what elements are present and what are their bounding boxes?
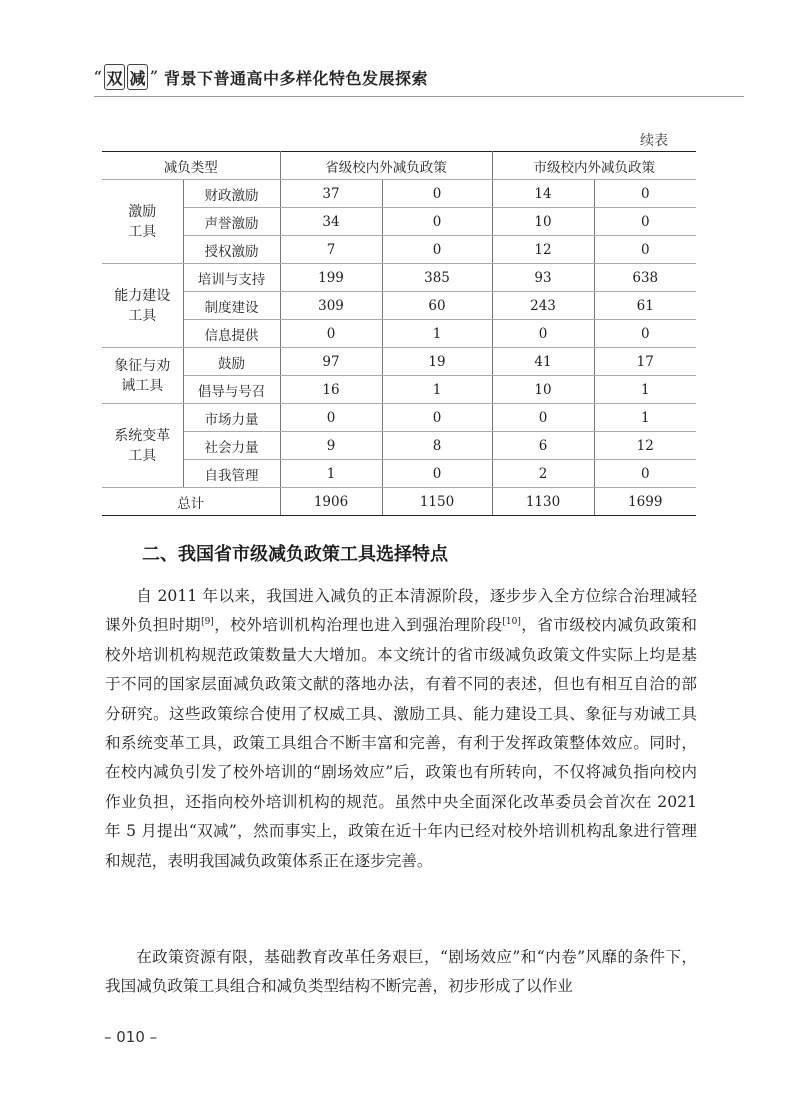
total-label: 总计: [102, 488, 280, 516]
value-cell: 6: [492, 432, 594, 460]
value-cell: 12: [492, 236, 594, 264]
citation-ref: [10]: [502, 617, 521, 628]
logo-char-2: 减: [127, 64, 148, 90]
value-cell: 0: [594, 460, 696, 488]
running-header: [94, 58, 734, 98]
table-row: [102, 460, 696, 488]
paragraph-text: ，校外培训机构治理也进入到强治理阶段: [213, 616, 503, 635]
value-cell: 12: [594, 432, 696, 460]
book-title: 背景下普通高中多样化特色发展探索: [164, 69, 429, 88]
table-total-row: [102, 488, 696, 516]
subtype-cell: 声誉激励: [183, 208, 280, 236]
value-cell: 0: [280, 404, 382, 432]
value-cell: 1: [594, 376, 696, 404]
value-cell: 0: [492, 404, 594, 432]
table-row: [102, 292, 696, 320]
value-cell: 0: [594, 320, 696, 348]
value-cell: 97: [280, 348, 382, 376]
table-row: [102, 432, 696, 460]
value-cell: 0: [594, 208, 696, 236]
citation-ref: [9]: [201, 617, 214, 628]
value-cell: 9: [280, 432, 382, 460]
value-cell: 0: [382, 404, 492, 432]
value-cell: 1: [382, 320, 492, 348]
paragraph-text: 自 2011 年以来，我国进入减负的正本清源阶段，逐步步入全方位综合治理减轻课外负担时期: [105, 587, 697, 635]
table-row: [102, 376, 696, 404]
table-row: [102, 208, 696, 236]
value-cell: 385: [382, 264, 492, 292]
body-paragraph: [105, 582, 697, 876]
category-cell: 象征与劝 诫工具: [102, 348, 183, 404]
subtype-cell: 信息提供: [183, 320, 280, 348]
value-cell: 638: [594, 264, 696, 292]
table-row: [102, 180, 696, 208]
body-paragraph: 在政策资源有限，基础教育改革任务艰巨，“剧场效应”和“内卷”风靡的条件下，我国减负政策工具组合和减负类型结构不断完善，初步形成了以作业: [105, 948, 697, 996]
subtype-cell: 制度建设: [183, 292, 280, 320]
header-type: 减负类型: [102, 152, 280, 180]
value-cell: 37: [280, 180, 382, 208]
header-provincial: 省级校内外减负政策: [280, 152, 492, 180]
value-cell: 8: [382, 432, 492, 460]
category-cell: 激励 工具: [102, 180, 183, 264]
value-cell: 93: [492, 264, 594, 292]
total-value: 1699: [594, 488, 696, 516]
subtype-cell: 社会力量: [183, 432, 280, 460]
value-cell: 0: [382, 236, 492, 264]
value-cell: 309: [280, 292, 382, 320]
total-value: 1906: [280, 488, 382, 516]
subtype-cell: 财政激励: [183, 180, 280, 208]
value-cell: 34: [280, 208, 382, 236]
table-continued-label: 续表: [640, 133, 668, 149]
subtype-cell: 自我管理: [183, 460, 280, 488]
table-row: [102, 236, 696, 264]
subtype-cell: 授权激励: [183, 236, 280, 264]
logo-close-quote: ”: [149, 69, 158, 85]
value-cell: 10: [492, 208, 594, 236]
value-cell: 0: [382, 460, 492, 488]
total-value: 1150: [382, 488, 492, 516]
value-cell: 16: [280, 376, 382, 404]
paragraph-text: ，省市级校内减负政策和校外培训机构规范政策数量大大增加。本文统计的省市级减负政策文件实际上均是基于不同的国家层面减负政策文献的落地办法，有着不同的表述，但也有相互自洽的部分研究。这些政策综合使用了权威工具、激励工具、能力建设工具、象征与劝诫工具和系统变革工具，政策工具组合不断丰富和完善，有利于发挥政策整体效应。同时，在校内减负引发了校外培训的“剧场效应”后，政策也有所转向，不仅将减负指向校内作业负担，还指向校外培训机构的规范。虽然中央全面深化改革委员会首次在 2021 年 5 月提出“双减”，然而事实上，政策在近十年内已经对校外培训机构乱象进行管理和规范，表明我国减负政策体系正在逐步完善。: [105, 616, 697, 870]
value-cell: 1: [280, 460, 382, 488]
value-cell: 17: [594, 348, 696, 376]
value-cell: 243: [492, 292, 594, 320]
table-row: [102, 348, 696, 376]
value-cell: 10: [492, 376, 594, 404]
value-cell: 19: [382, 348, 492, 376]
page-number: – 010 –: [104, 1028, 158, 1046]
book-logo: [94, 62, 158, 92]
section-heading: 二、我国省市级减负政策工具选择特点: [142, 544, 448, 565]
subtype-cell: 倡导与号召: [183, 376, 280, 404]
value-cell: 1: [594, 404, 696, 432]
value-cell: 0: [594, 180, 696, 208]
table-row: [102, 320, 696, 348]
policy-tool-table: [102, 151, 696, 516]
value-cell: 60: [382, 292, 492, 320]
total-value: 1130: [492, 488, 594, 516]
value-cell: 61: [594, 292, 696, 320]
logo-open-quote: “: [94, 69, 103, 85]
subtype-cell: 培训与支持: [183, 264, 280, 292]
table-header-row: [102, 152, 696, 180]
category-cell: 能力建设 工具: [102, 264, 183, 348]
subtype-cell: 鼓励: [183, 348, 280, 376]
value-cell: 0: [594, 236, 696, 264]
value-cell: 1: [382, 376, 492, 404]
value-cell: 2: [492, 460, 594, 488]
header-municipal: 市级校内外减负政策: [492, 152, 696, 180]
value-cell: 14: [492, 180, 594, 208]
category-cell: 系统变革 工具: [102, 404, 183, 488]
value-cell: 0: [382, 180, 492, 208]
header-divider: [94, 96, 744, 97]
logo-char-1: 双: [104, 64, 125, 90]
value-cell: 199: [280, 264, 382, 292]
value-cell: 0: [280, 320, 382, 348]
table-row: [102, 264, 696, 292]
value-cell: 0: [382, 208, 492, 236]
value-cell: 0: [492, 320, 594, 348]
table-row: [102, 404, 696, 432]
value-cell: 7: [280, 236, 382, 264]
subtype-cell: 市场力量: [183, 404, 280, 432]
value-cell: 41: [492, 348, 594, 376]
